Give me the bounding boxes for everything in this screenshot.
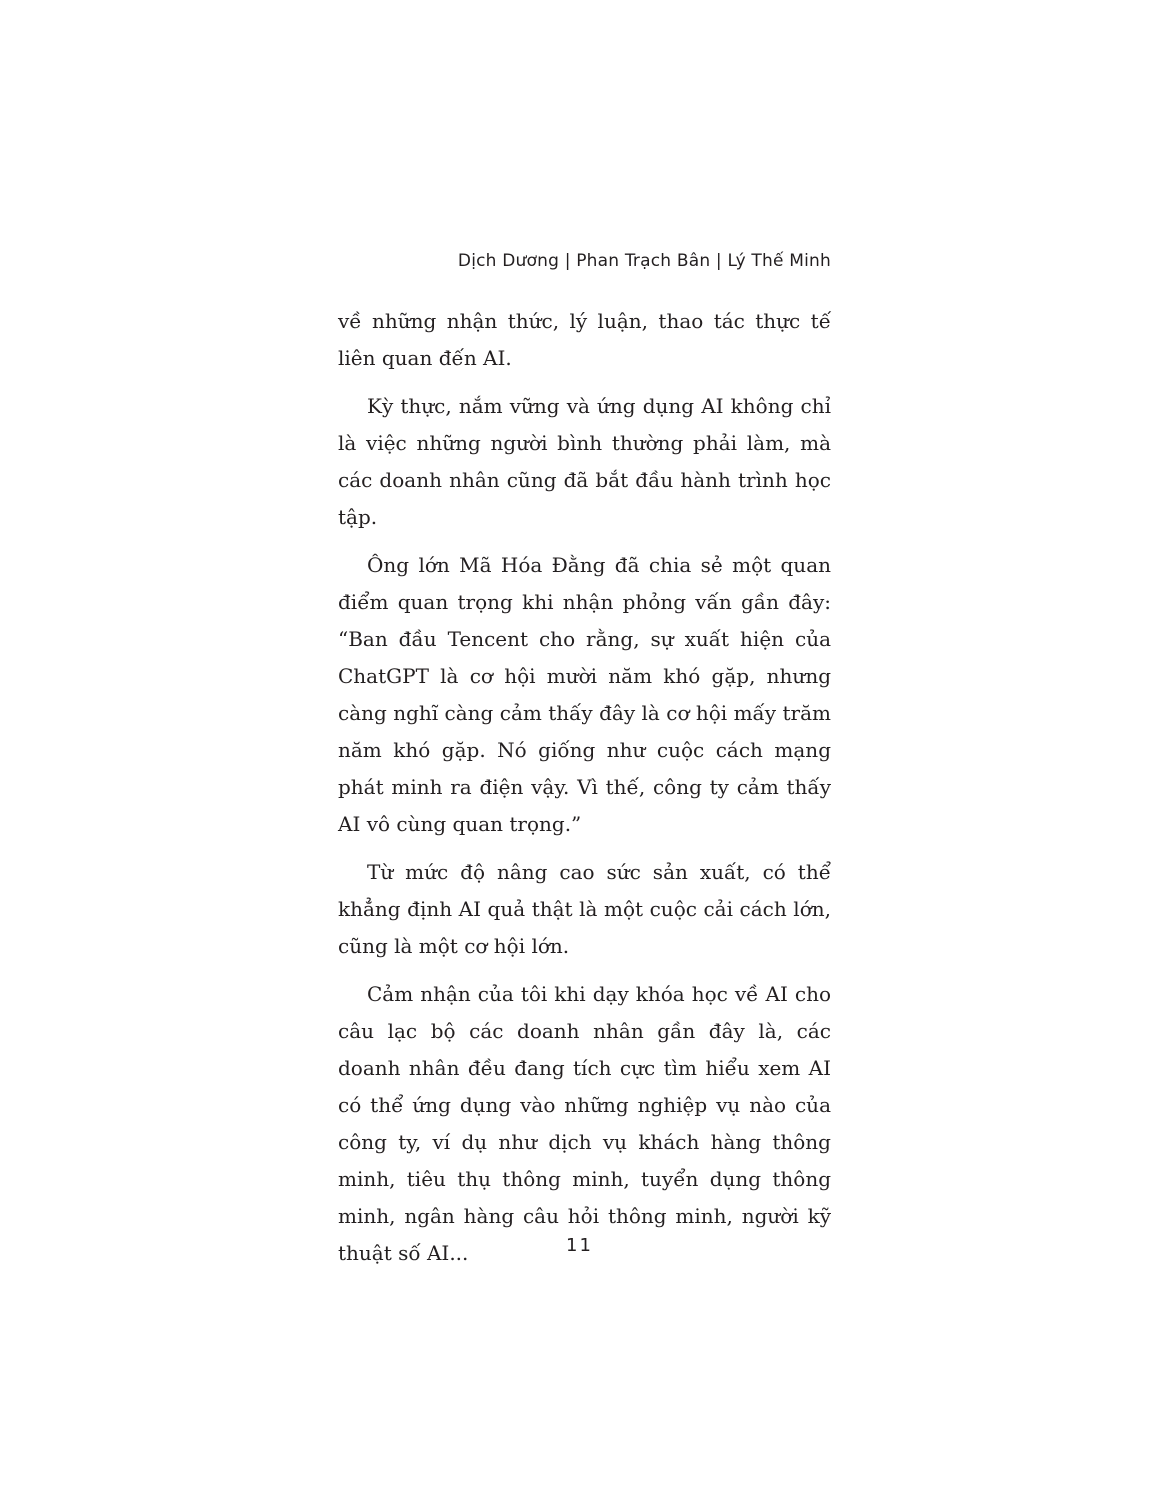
paragraph: Cảm nhận của tôi khi dạy khóa học về AI cho câu lạc bộ các doanh nhân gần đây là, các doanh nhân đều đang tích cực tìm hiểu xem AI có thể ứng dụng vào những nghiệp vụ nào của công ty, ví dụ như dịch vụ khách hàng thông minh, tiêu thụ thông minh, tuyển dụng thông minh, ngân hàng câu hỏi thông minh, người kỹ thuật số AI... <box>338 982 831 1265</box>
paragraph: Từ mức độ nâng cao sức sản xuất, có thể khẳng định AI quả thật là một cuộc cải cách lớn, cũng là một cơ hội lớn. <box>338 860 831 958</box>
running-header-authors: Dịch Dương | Phan Trạch Bân | Lý Thế Minh <box>457 251 831 271</box>
body-text <box>338 303 831 1283</box>
page-number: 11 <box>566 1235 593 1256</box>
paragraph: Ông lớn Mã Hóa Đằng đã chia sẻ một quan điểm quan trọng khi nhận phỏng vấn gần đây: “Ban đầu Tencent cho rằng, sự xuất hiện của ChatGPT là cơ hội mười năm khó gặp, nhưng càng nghĩ càng cảm thấy đây là cơ hội mấy trăm năm khó gặp. Nó giống như cuộc cách mạng phát minh ra điện vậy. Vì thế, công ty cảm thấy AI vô cùng quan trọng.” <box>338 553 831 836</box>
paragraph-continued: về những nhận thức, lý luận, thao tác thực tế liên quan đến AI. <box>338 309 831 370</box>
paragraph: Kỳ thực, nắm vững và ứng dụng AI không chỉ là việc những người bình thường phải làm, mà các doanh nhân cũng đã bắt đầu hành trình học tập. <box>338 394 831 529</box>
